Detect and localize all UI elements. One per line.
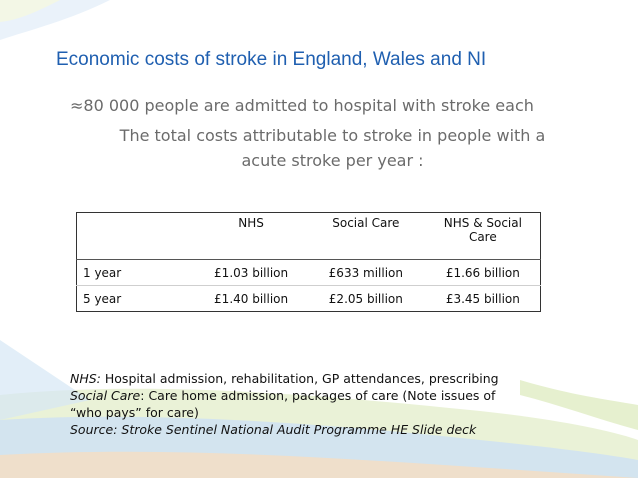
header-nhs-social-care (426, 213, 541, 260)
costs-table (76, 212, 541, 312)
header-empty (77, 213, 197, 260)
table-row (77, 260, 541, 286)
note-nhs-text: Hospital admission, rehabilitation, GP attendances, prescribing (100, 371, 499, 386)
note-nhs-term: NHS: (70, 371, 101, 386)
note-source (70, 421, 499, 438)
total-costs-text-line2: acute stroke per year : (241, 151, 424, 170)
header-social-care: Social Care (332, 216, 400, 230)
note-source-text: Source: Stroke Sentinel National Audit Programme HE Slide deck (70, 422, 477, 437)
cell-nhs-social-care: £1.66 billion (445, 265, 520, 280)
table-row (77, 286, 541, 312)
notes-block (70, 370, 499, 438)
header-nhs-social-line1: NHS & Social (443, 216, 522, 230)
note-social-care (70, 387, 499, 404)
header-nhs-social-line2: Care (468, 230, 497, 244)
table-header-row (77, 213, 541, 260)
cell-social-care: £633 million (328, 265, 403, 280)
admissions-text: ≈80 000 people are admitted to hospital with stroke each (70, 96, 534, 115)
total-costs-text-line1: The total costs attributable to stroke in people with a (119, 126, 546, 145)
slide-title: Economic costs of stroke in England, Wales and NI (56, 49, 487, 70)
cell-nhs: £1.03 billion (214, 265, 289, 280)
note-social-text-1: : Care home admission, packages of care (Note issues of (140, 388, 496, 403)
header-nhs: NHS (238, 216, 264, 230)
cell-nhs-social-care: £3.45 billion (445, 291, 520, 306)
note-social-term: Social Care (70, 388, 141, 403)
note-nhs (70, 370, 499, 387)
note-social-care-cont: “who pays” for care) (70, 405, 199, 420)
row-label: 1 year (83, 265, 122, 280)
cell-social-care: £2.05 billion (328, 291, 403, 306)
row-label: 5 year (83, 291, 122, 306)
cell-nhs: £1.40 billion (214, 291, 289, 306)
